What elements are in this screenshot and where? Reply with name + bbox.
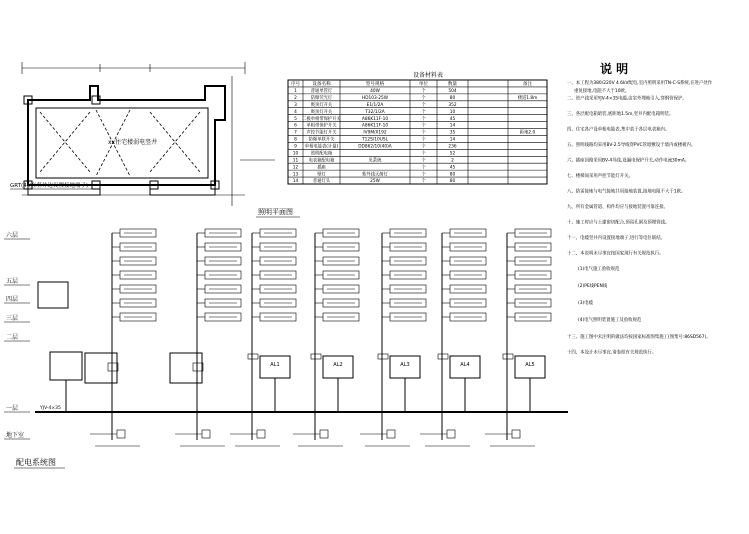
- materials-cell: 个: [421, 144, 426, 150]
- materials-cell: 个: [421, 130, 426, 136]
- materials-cell: 壁灯: [317, 172, 326, 178]
- riser-column: [293, 229, 359, 446]
- distribution-system-diagram: [4, 229, 568, 468]
- breaker-symbol: [447, 430, 455, 438]
- materials-header-cell: 单位: [418, 82, 429, 88]
- materials-cell: 11: [292, 158, 299, 164]
- materials-cell: 45: [449, 165, 456, 171]
- materials-cell: 7: [294, 130, 297, 136]
- breaker-symbol: [202, 430, 210, 438]
- main-cabinet: [38, 282, 68, 308]
- materials-cell: 个: [421, 102, 426, 108]
- materials-cell: 2: [451, 158, 454, 164]
- materials-cell: 352: [448, 102, 457, 108]
- materials-cell: 个: [421, 165, 426, 171]
- materials-cell: 普通单管灯: [310, 89, 333, 95]
- materials-cell: 个: [421, 172, 426, 178]
- junction-marker: [311, 354, 321, 359]
- breaker-symbol: [257, 430, 265, 438]
- materials-header-cell: 序号: [290, 82, 301, 88]
- materials-cell: 插座: [317, 165, 326, 171]
- materials-header-cell: 数量: [447, 82, 458, 88]
- materials-title: 设备材料表: [412, 72, 444, 79]
- floor-label: 二层: [6, 334, 19, 341]
- materials-cell: 9: [294, 144, 297, 150]
- materials-cell: 个: [421, 151, 426, 157]
- materials-cell: 吸顶灯开关: [310, 109, 333, 115]
- materials-cell: 吸顶灯开关: [310, 102, 333, 108]
- note-line: (3)电缆: [578, 301, 594, 306]
- breaker-symbol: [320, 430, 328, 438]
- materials-cell: 40W: [370, 89, 380, 95]
- materials-cell: 楼道1.8m: [517, 96, 538, 101]
- materials-cell: 10: [449, 109, 456, 115]
- materials-cell: 单相带保护开关: [306, 123, 337, 129]
- note-line: 十二、本说明未尽事宜按国家现行有关规范执行。: [567, 251, 664, 257]
- materials-cell: 距地2.0: [519, 130, 536, 136]
- materials-cell: 见系统: [368, 158, 382, 164]
- floor-label: 三层: [6, 315, 19, 322]
- materials-header-cell: 备注: [522, 82, 533, 88]
- distribution-box-label: AL5: [525, 362, 535, 368]
- materials-cell: 80: [449, 172, 456, 178]
- breaker-symbol: [117, 430, 125, 438]
- note-line: 四、住宅各户设单相电能表,集中装于各层电表箱内。: [567, 127, 670, 133]
- plan-title: 照明平面图: [258, 208, 293, 216]
- materials-cell: 个: [421, 158, 426, 164]
- incoming-cable-label: YJV-4×35: [40, 406, 61, 411]
- riser-column: [485, 229, 551, 446]
- note-line: (2)PE线PEN线: [578, 284, 608, 289]
- materials-cell: 个: [421, 137, 426, 143]
- floor-label: 一层: [6, 405, 19, 412]
- materials-cell: IV9M/X192: [363, 130, 387, 136]
- distribution-box-label: AL2: [333, 362, 343, 368]
- materials-cell: 照明配电箱: [310, 151, 333, 157]
- materials-cell: 1: [294, 89, 297, 95]
- incoming-panel: [50, 352, 82, 380]
- materials-cell: 3: [294, 102, 297, 108]
- note-line: 二、进户线采用YJV-4×35电缆,由室外埋地引入,穿钢管保护。: [567, 96, 687, 102]
- materials-cell: 2: [294, 96, 297, 101]
- materials-cell: 个: [421, 123, 426, 129]
- note-line: 十一、电缆竖井内设置接地端子,进行等电位联结。: [567, 236, 665, 241]
- materials-cell: 80: [449, 96, 456, 101]
- grounding-note: GRT(4)(在竖井边设置接地端子): [10, 183, 89, 189]
- room-label: xx住宅楼弱电竖井: [108, 139, 158, 146]
- riser-column: [420, 229, 486, 446]
- materials-cell: 14: [449, 137, 456, 143]
- materials-cell: 12: [292, 165, 299, 171]
- notes-title: 说 明: [600, 62, 629, 76]
- note-line-continued: 重复接地,电阻不大于10欧。: [574, 89, 630, 94]
- materials-cell: 个: [421, 89, 426, 95]
- note-line: 三、各层配电箱暗装,底距地1.5m,竖井内配电箱明装。: [567, 112, 674, 117]
- note-line: 六、插座回路采用BV-4导线,设漏电保护开关,动作电流30mA。: [567, 158, 690, 164]
- materials-cell: A86K11F-10: [361, 116, 389, 122]
- note-line: (4)电气照明装置施工及验收规范: [578, 318, 642, 323]
- materials-cell: 二极单相带保护开关: [302, 116, 341, 122]
- materials-cell: 504: [448, 89, 457, 95]
- materials-cell: 个: [421, 179, 426, 185]
- materials-cell: 4: [294, 109, 297, 115]
- materials-cell: 声控节能灯开关: [306, 130, 337, 136]
- materials-cell: 电表箱配电箱: [308, 158, 335, 164]
- junction-marker: [248, 354, 258, 359]
- materials-cell: 单相电能表(计量): [304, 144, 339, 150]
- note-line: 七、楼梯间采用声控节能灯开关。: [567, 174, 633, 179]
- note-line: 八、防雷接地与电气接地共用接地装置,接地电阻不大于1欧。: [567, 189, 686, 195]
- materials-cell: 紫外线灭菌灯: [362, 172, 388, 178]
- riser-column: [170, 229, 241, 446]
- materials-cell: 6: [294, 123, 297, 129]
- floor-label: 五层: [6, 278, 19, 285]
- materials-cell: 52: [449, 151, 456, 157]
- note-line: 十、施工时应与土建密切配合,预留孔洞及预埋管线。: [567, 220, 670, 226]
- materials-cell: 防爆荧光灯: [310, 96, 333, 101]
- riser-column: [230, 229, 296, 446]
- materials-cell: 80: [449, 179, 456, 185]
- materials-cell: 236: [448, 144, 457, 150]
- junction-marker: [438, 354, 448, 359]
- materials-cell: 5: [294, 116, 297, 122]
- materials-cell: 个: [421, 116, 426, 122]
- riser-column: [85, 229, 156, 446]
- materials-cell: 个: [421, 96, 426, 101]
- materials-cell: HD103-25W: [361, 96, 389, 101]
- materials-cell: E1/1/2A: [366, 102, 384, 108]
- materials-table: [288, 71, 547, 184]
- materials-cell: DD862/10(40)A: [358, 144, 392, 150]
- note-line: 十三、施工图中未注明的做法均按国家标准图集施工(图集号:86SD567)。: [567, 335, 711, 340]
- design-notes: [567, 61, 713, 356]
- materials-cell: A86K11F-10: [361, 123, 389, 129]
- floor-label: 六层: [6, 232, 19, 239]
- materials-cell: 10: [292, 151, 299, 157]
- materials-header-cell: 设备名称: [312, 82, 331, 88]
- materials-header-cell: 型号规格: [365, 82, 385, 88]
- note-line: 九、所有金属管道、构件均应与接地装置可靠连接。: [567, 205, 668, 210]
- breaker-symbol: [387, 430, 395, 438]
- note-line: (1)电气施工验收规范: [578, 267, 620, 272]
- breaker-symbol: [512, 430, 520, 438]
- materials-cell: T32/1/2A: [365, 109, 385, 115]
- materials-cell: 普通灯头: [312, 179, 331, 185]
- note-line: 十四、本设计未尽事宜,请参照有关规范执行。: [567, 350, 657, 356]
- materials-cell: 14: [449, 123, 456, 129]
- materials-cell: 13: [292, 172, 299, 178]
- note-line: 一、本工程为380/220V 4.6kV配电,室内照明采用TN-C-S系统,在进户处作: [567, 81, 713, 86]
- riser-column: [360, 229, 426, 446]
- system-title: 配电系统图: [16, 458, 56, 467]
- note-line: 五、照明线路均采用BV-2.5导线穿PVC管暗敷设于墙内或楼板内。: [567, 143, 696, 148]
- distribution-box-label: AL3: [400, 362, 410, 368]
- floor-label: 四层: [6, 296, 19, 303]
- floor-label: 地下室: [6, 432, 25, 439]
- materials-cell: 25W: [370, 179, 380, 185]
- materials-cell: 14: [292, 179, 299, 185]
- distribution-box-label: AL4: [460, 362, 470, 368]
- materials-cell: 35: [449, 130, 456, 136]
- materials-cell: 8: [294, 137, 297, 143]
- materials-cell: 个: [421, 109, 426, 115]
- materials-cell: 防爆单联开关: [308, 137, 335, 143]
- distribution-box-label: AL1: [270, 362, 280, 368]
- junction-marker: [378, 354, 388, 359]
- junction-marker: [503, 354, 513, 359]
- materials-cell: 45: [449, 116, 456, 122]
- lighting-plan: [10, 62, 300, 217]
- materials-cell: T12S/10USL: [361, 137, 389, 143]
